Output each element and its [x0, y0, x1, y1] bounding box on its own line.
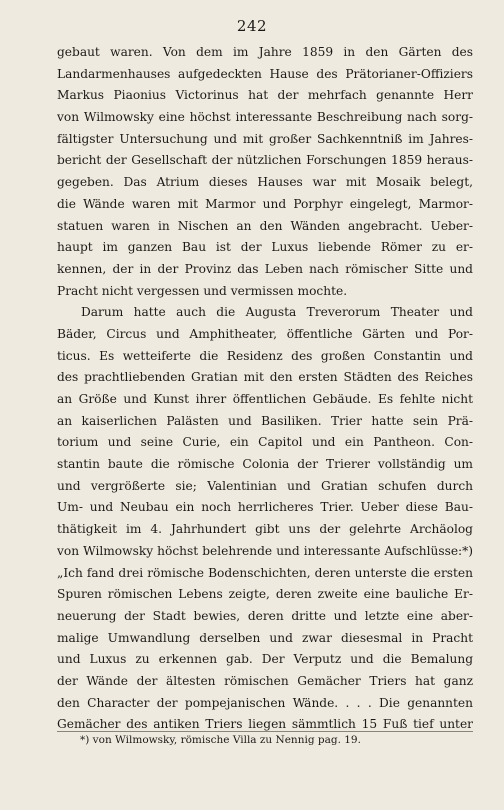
text-line: von Wilmowsky eine höchst interessante Beschreibung nach sorg-: [57, 110, 473, 125]
text-line: fältigster Untersuchung und mit großer Sachkenntniß im Jahres-: [57, 131, 473, 146]
text-line: neuerung der Stadt bewies, deren dritte und letzte eine aber-: [57, 608, 473, 623]
text-line: Darum hatte auch die Augusta Treverorum Theater und: [81, 305, 473, 320]
text-line: „Ich fand drei römische Bodenschichten, deren unterste die ersten: [57, 565, 473, 580]
text-line: Um- und Neubau ein noch herrlicheres Trier. Ueber diese Bau-: [57, 500, 473, 515]
text-line: die Wände waren mit Marmor und Porphyr eingelegt, Marmor-: [57, 196, 473, 211]
text-line: und vergrößerte sie; Valentinian und Gratian schufen durch: [57, 478, 473, 493]
body-text: [57, 42, 473, 736]
text-line: an kaiserlichen Palästen und Basiliken. Trier hatte sein Prä-: [57, 413, 473, 428]
text-line: der Wände der ältesten römischen Gemächer Triers hat ganz: [57, 673, 473, 688]
text-line: Markus Piaonius Victorinus hat der mehrfach genannte Herr: [57, 88, 473, 103]
text-line: thätigkeit im 4. Jahrhundert gibt uns der gelehrte Archäolog: [57, 522, 473, 537]
text-line: kennen, der in der Provinz das Leben nach römischer Sitte und: [57, 261, 473, 276]
text-line: bericht der Gesellschaft der nützlichen Forschungen 1859 heraus-: [57, 153, 473, 168]
text-line: an Größe und Kunst ihrer öffentlichen Gebäude. Es fehlte nicht: [57, 392, 473, 406]
page-number: 242: [236, 17, 268, 35]
text-line: statuen waren in Nischen an den Wänden angebracht. Ueber-: [57, 218, 473, 233]
text-line: stantin baute die römische Colonia der Trierer vollständig um: [57, 457, 473, 472]
text-line: haupt im ganzen Bau ist der Luxus liebende Römer zu er-: [57, 240, 473, 255]
text-line: torium und seine Curie, ein Capitol und ein Pantheon. Con-: [57, 435, 473, 450]
text-line: des prachtliebenden Gratian mit den ersten Städten des Reiches: [57, 370, 473, 385]
text-line: Gemächer des antiken Triers liegen sämmtlich 15 Fuß tief unter: [57, 717, 473, 732]
text-line: ticus. Es wetteiferte die Residenz des großen Constantin und: [57, 348, 473, 363]
text-line: gebaut waren. Von dem im Jahre 1859 in den Gärten des: [57, 45, 473, 59]
text-line: Bäder, Circus und Amphitheater, öffentliche Gärten und Por-: [57, 326, 473, 341]
text-line: und Luxus zu erkennen gab. Der Verputz und die Bemalung: [57, 652, 473, 667]
text-line: von Wilmowsky höchst belehrende und interessante Aufschlüsse:*): [57, 543, 473, 558]
text-line: gegeben. Das Atrium dieses Hauses war mit Mosaik belegt,: [57, 175, 473, 190]
text-line: Landarmenhauses aufgedeckten Hause des Prätorianer-Offiziers: [57, 66, 473, 81]
text-line: Pracht nicht vergessen und vermissen mochte.: [57, 283, 348, 298]
footnote: *) von Wilmowsky, römische Villa zu Nennig pag. 19.: [80, 734, 361, 746]
text-line: Spuren römischen Lebens zeigte, deren zweite eine bauliche Er-: [57, 587, 473, 602]
text-line: malige Umwandlung derselben und zwar diesesmal in Pracht: [57, 630, 473, 645]
text-line: den Character der pompejanischen Wände. . . . Die genannten: [57, 695, 473, 710]
